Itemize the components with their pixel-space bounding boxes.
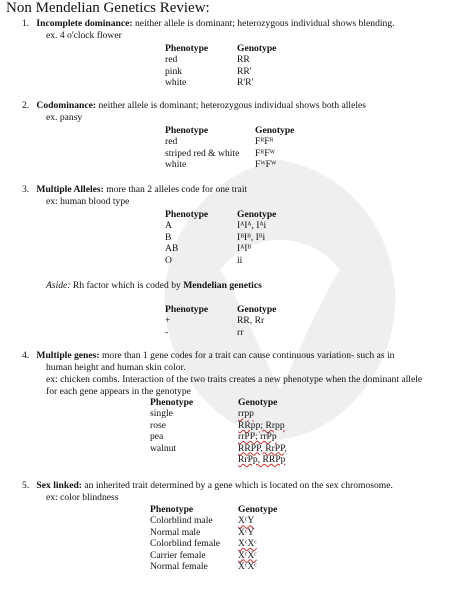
aside-text: Rh factor which is coded by <box>70 280 184 291</box>
phenotype-cell: AB <box>165 243 179 255</box>
section-number: 4. <box>22 350 30 361</box>
header-phenotype: Phenotype <box>165 209 209 220</box>
phenotype-cell: A <box>165 220 172 232</box>
genotype-cell: rrPP; rrPp <box>238 431 277 443</box>
aside-label: Aside: <box>46 280 71 291</box>
table-incomplete-dominance <box>165 43 276 89</box>
header-phenotype: Phenotype <box>165 304 209 315</box>
section-text-line3: ex: chicken combs. Interaction of the two traits creates a new phenotype when the dominant allele <box>46 374 423 385</box>
genotype-cell: IᴬIᴬ, Iᴬi <box>237 220 267 232</box>
phenotype-cell <box>150 454 238 465</box>
aside-bold: Mendelian genetics <box>183 280 262 291</box>
genotype-cell: RRPP, RrPP, <box>238 442 287 454</box>
phenotype-cell: striped red & white <box>165 147 240 159</box>
section-text-line2: human height and human skin color. <box>46 362 186 373</box>
genotype-cell: FᵂFᵂ <box>255 159 277 171</box>
genotype-cell: XᶜXᶜ <box>238 538 257 550</box>
section-text: more than 1 gene codes for a trait can cause continuous variation- such as in <box>99 350 395 361</box>
genotype-cell: IᴬIᴮ <box>237 243 252 255</box>
phenotype-cell: single <box>150 408 173 420</box>
table-multiple-alleles <box>165 209 276 266</box>
genotype-cell: RrPp, RRPp <box>238 454 286 466</box>
section-number: 3. <box>22 184 30 195</box>
section-heading: Multiple Alleles: <box>36 184 104 195</box>
section-2-line <box>22 100 366 112</box>
phenotype-cell: walnut <box>150 442 177 454</box>
section-example: ex: color blindness <box>46 492 119 503</box>
section-number: 5. <box>22 480 30 491</box>
phenotype-cell: rose <box>150 419 166 431</box>
phenotype-cell: B <box>165 231 172 243</box>
section-example: ex. 4 o'clock flower <box>46 30 122 41</box>
phenotype-cell: red <box>165 136 178 148</box>
genotype-cell: XᶜXᶜ <box>238 561 257 573</box>
phenotype-cell: Colorblind male <box>150 515 213 527</box>
header-phenotype: Phenotype <box>165 43 209 54</box>
section-example: ex. pansy <box>46 112 83 123</box>
section-5-line <box>22 480 393 492</box>
section-example: ex: human blood type <box>46 196 130 207</box>
phenotype-cell: O <box>165 254 172 266</box>
section-text: more than 2 alleles code for one trait <box>103 184 248 195</box>
header-genotype: Genotype <box>238 397 278 408</box>
header-phenotype: Phenotype <box>150 397 194 408</box>
genotype-cell: RR, Rr <box>237 315 265 327</box>
table-rh-factor <box>165 304 276 338</box>
phenotype-cell: pink <box>165 65 183 77</box>
header-phenotype: Phenotype <box>165 125 209 136</box>
phenotype-cell: + <box>165 315 171 327</box>
genotype-cell: RR' <box>237 65 252 77</box>
section-heading: Codominance: <box>36 100 97 111</box>
genotype-cell: RRpp; Rrpp <box>238 419 285 431</box>
genotype-cell: R'R' <box>237 77 254 89</box>
section-number: 2. <box>22 100 30 111</box>
phenotype-cell: - <box>165 326 169 338</box>
phenotype-cell: Colorblind female <box>150 538 221 550</box>
header-genotype: Genotype <box>237 43 277 54</box>
header-genotype: Genotype <box>238 504 278 515</box>
section-heading: Incomplete dominance: <box>36 18 133 29</box>
aside-line <box>46 280 262 292</box>
table-sex-linked <box>150 504 277 572</box>
page-title: Non Mendelian Genetics Review: <box>6 0 210 16</box>
genotype-cell: IᴮIᴮ, Iᴮi <box>237 231 266 243</box>
section-text: neither allele is dominant; heterozygous individual shows blending. <box>132 18 395 29</box>
phenotype-cell: Carrier female <box>150 549 206 561</box>
phenotype-cell: white <box>165 159 187 171</box>
header-genotype: Genotype <box>237 209 277 220</box>
genotype-cell: rrpp <box>238 408 254 420</box>
phenotype-cell: Normal male <box>150 526 201 538</box>
genotype-cell: RR <box>237 54 250 66</box>
section-3-line <box>22 184 247 196</box>
phenotype-cell: white <box>165 77 187 89</box>
header-phenotype: Phenotype <box>150 504 194 515</box>
genotype-cell: XᶜXᶜ <box>238 549 257 561</box>
genotype-cell: XᶜY <box>238 526 255 538</box>
genotype-cell: FᴿFᵂ <box>255 147 275 159</box>
header-genotype: Genotype <box>237 304 277 315</box>
section-number: 1. <box>22 18 30 29</box>
section-heading: Multiple genes: <box>36 350 100 361</box>
section-text-line4: for each gene appears in the genotype <box>46 386 191 397</box>
phenotype-cell: pea <box>150 431 164 443</box>
genotype-cell: rr <box>237 326 244 338</box>
section-text: neither allele is dominant; heterozygous individual shows both alleles <box>96 100 367 111</box>
section-text: an inherited trait determined by a gene which is located on the sex chromosome. <box>82 480 393 491</box>
section-heading: Sex linked: <box>36 480 82 491</box>
genotype-cell: ii <box>237 254 243 266</box>
table-multiple-genes <box>150 397 287 465</box>
phenotype-cell: Normal female <box>150 561 208 573</box>
table-codominance <box>165 125 294 171</box>
genotype-cell: FᴿFᴿ <box>255 136 274 148</box>
header-genotype: Genotype <box>255 125 295 136</box>
genotype-cell: XᶜY <box>238 515 255 527</box>
section-4-line <box>22 350 394 362</box>
section-1-line <box>22 18 395 30</box>
phenotype-cell: red <box>165 54 178 66</box>
